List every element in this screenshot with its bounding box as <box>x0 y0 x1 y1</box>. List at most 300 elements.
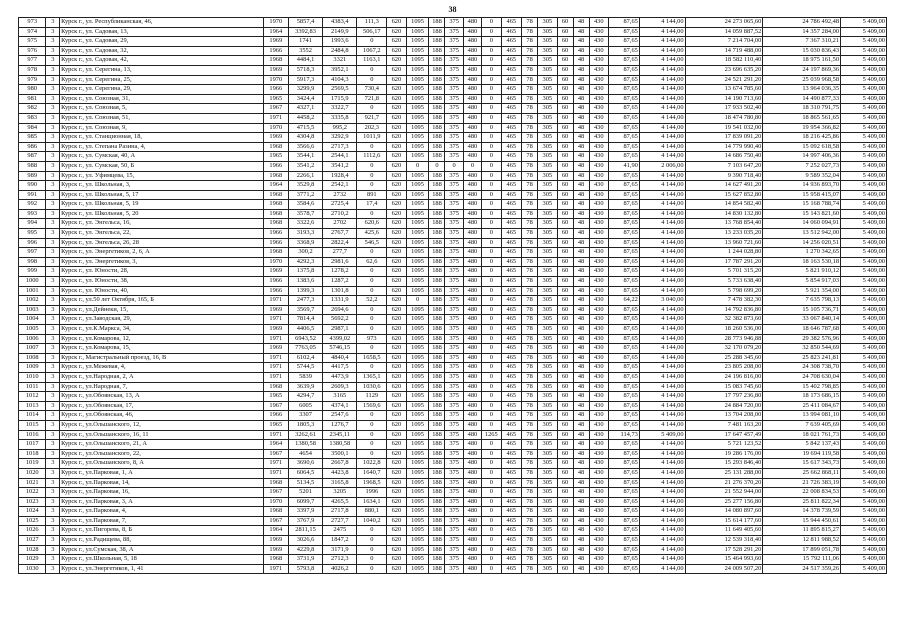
table-cell: 5 409,00 <box>841 305 887 315</box>
table-cell: 430 <box>589 56 608 66</box>
table-cell: 620 <box>387 468 406 478</box>
table-cell: 375 <box>445 305 463 315</box>
table-cell: 430 <box>589 392 608 402</box>
table-cell: 430 <box>589 75 608 85</box>
table-cell: 5 409,00 <box>841 296 887 306</box>
table-cell: 305 <box>538 46 557 56</box>
table-cell: 620 <box>387 344 406 354</box>
table-cell: 5 409,00 <box>841 488 887 498</box>
table-cell: 5 733 638,40 <box>685 277 763 287</box>
table-cell: 430 <box>589 37 608 47</box>
table-cell: 305 <box>538 209 557 219</box>
table-row <box>19 564 887 574</box>
table-cell: 375 <box>445 296 463 306</box>
table-cell: 375 <box>445 267 463 277</box>
address-cell: Курск г., ул. Союзная, 5, <box>60 104 264 114</box>
table-cell: 1971 <box>263 468 288 478</box>
table-cell: 1969 <box>263 37 288 47</box>
table-cell: 5857,4 <box>288 18 322 28</box>
table-cell: 0 <box>482 56 501 66</box>
table-cell: 6943,52 <box>288 334 322 344</box>
table-cell: 78 <box>522 200 538 210</box>
table-cell: 1040,2 <box>357 516 387 526</box>
table-cell: 3 <box>46 536 60 546</box>
table-cell: 375 <box>445 372 463 382</box>
table-cell: 480 <box>463 248 481 258</box>
table-cell: 1095 <box>406 267 429 277</box>
table-cell: 3 <box>46 190 60 200</box>
table-cell: 375 <box>445 488 463 498</box>
table-cell: 0 <box>482 497 501 507</box>
table-cell: 188 <box>429 555 445 565</box>
table-cell: 465 <box>501 219 522 229</box>
table-cell: 5 409,00 <box>841 497 887 507</box>
table-cell: 48 <box>573 449 589 459</box>
table-cell: 620 <box>387 507 406 517</box>
table-cell: 24 273 065,60 <box>685 18 763 28</box>
table-cell: 7 367 310,21 <box>763 37 841 47</box>
table-cell: 465 <box>501 296 522 306</box>
table-cell: 12 539 318,40 <box>685 536 763 546</box>
table-cell: 5 409,00 <box>841 478 887 488</box>
table-cell: 3 <box>46 459 60 469</box>
table-cell: 0 <box>357 171 387 181</box>
table-cell: 5 409,00 <box>841 171 887 181</box>
table-cell: 5746,15 <box>323 344 357 354</box>
table-cell: 0 <box>482 171 501 181</box>
table-cell: 188 <box>429 488 445 498</box>
table-cell: 3 <box>46 123 60 133</box>
table-cell: 78 <box>522 286 538 296</box>
table-cell: 0 <box>357 536 387 546</box>
table-cell: 480 <box>463 516 481 526</box>
table-cell: 1022,8 <box>357 459 387 469</box>
table-cell: 60 <box>557 123 573 133</box>
table-cell: 0 <box>482 468 501 478</box>
table-cell: 620 <box>387 382 406 392</box>
table-cell: 60 <box>557 238 573 248</box>
table-cell: 480 <box>463 296 481 306</box>
table-cell: 48 <box>573 536 589 546</box>
table-cell: 620 <box>387 142 406 152</box>
address-cell: Курск г., ул. Садовая, 32, <box>60 46 264 56</box>
table-cell: 620 <box>387 171 406 181</box>
table-cell: 24 517 359,26 <box>763 564 841 574</box>
table-cell: 60 <box>557 564 573 574</box>
table-cell: 13 674 785,60 <box>685 85 763 95</box>
address-cell: Курск г., ул. Энергетиков, 2, 6, А <box>60 248 264 258</box>
table-cell: 21 552 944,00 <box>685 488 763 498</box>
table-cell: 25 277 156,80 <box>685 497 763 507</box>
table-cell: 3 <box>46 94 60 104</box>
table-cell: 3544,1 <box>288 152 322 162</box>
table-cell: 48 <box>573 133 589 143</box>
table-cell: 1095 <box>406 209 429 219</box>
table-cell: 3 <box>46 507 60 517</box>
table-cell: 1971 <box>263 363 288 373</box>
table-cell: 188 <box>429 267 445 277</box>
table-cell: 305 <box>538 440 557 450</box>
table-cell: 430 <box>589 209 608 219</box>
address-cell: Курск г., ул.Ольшанского, 12, <box>60 420 264 430</box>
address-cell: Курск г., ул.50 лет Октября, 165, Б <box>60 296 264 306</box>
table-cell: 60 <box>557 382 573 392</box>
table-cell: 3569,7 <box>288 305 322 315</box>
address-cell: Курск г., ул.Ольшанского, 8, А <box>60 459 264 469</box>
table-cell: 188 <box>429 478 445 488</box>
table-cell: 5 409,00 <box>841 229 887 239</box>
table-cell: 0 <box>482 411 501 421</box>
table-cell: 305 <box>538 133 557 143</box>
table-cell: 465 <box>501 133 522 143</box>
table-cell: 4 144,00 <box>639 449 685 459</box>
table-cell: 430 <box>589 401 608 411</box>
table-cell: 480 <box>463 75 481 85</box>
table-cell: 1095 <box>406 401 429 411</box>
table-cell: 5692,2 <box>323 315 357 325</box>
table-cell: 375 <box>445 277 463 287</box>
table-cell: 465 <box>501 286 522 296</box>
address-cell: Курск г., ул. Степана Разина, 4, <box>60 142 264 152</box>
table-cell: 465 <box>501 305 522 315</box>
table-cell: 2822,4 <box>323 238 357 248</box>
table-cell: 78 <box>522 104 538 114</box>
table-cell: 305 <box>538 248 557 258</box>
table-cell: 1095 <box>406 430 429 440</box>
table-cell: 87,65 <box>608 85 639 95</box>
table-cell: 620 <box>387 56 406 66</box>
table-row <box>19 209 887 219</box>
table-cell: 0 <box>482 267 501 277</box>
table-cell: 375 <box>445 181 463 191</box>
table-cell: 15 944 450,61 <box>763 516 841 526</box>
table-cell: 1095 <box>406 75 429 85</box>
table-cell: 2981,6 <box>323 257 357 267</box>
table-cell: 5 409,00 <box>841 94 887 104</box>
table-row <box>19 161 887 171</box>
table-cell: 620 <box>387 497 406 507</box>
table-cell: 48 <box>573 238 589 248</box>
table-cell: 5 409,00 <box>841 344 887 354</box>
table-cell: 0 <box>482 536 501 546</box>
table-cell: 0 <box>482 75 501 85</box>
table-row <box>19 123 887 133</box>
table-cell: 1095 <box>406 497 429 507</box>
table-cell: 1965 <box>263 392 288 402</box>
table-cell: 375 <box>445 420 463 430</box>
table-cell: 9 390 718,40 <box>685 171 763 181</box>
table-cell: 188 <box>429 468 445 478</box>
table-cell: 0 <box>482 248 501 258</box>
table-cell: 87,65 <box>608 277 639 287</box>
table-row <box>19 18 887 28</box>
table-cell: 48 <box>573 296 589 306</box>
table-cell: 0 <box>357 315 387 325</box>
table-cell: 3 <box>46 392 60 402</box>
table-cell: 3767,9 <box>288 516 322 526</box>
table-cell: 430 <box>589 344 608 354</box>
table-cell: 1095 <box>406 152 429 162</box>
table-cell: 430 <box>589 497 608 507</box>
table-cell: 78 <box>522 37 538 47</box>
table-cell: 5 409,00 <box>841 152 887 162</box>
table-cell: 465 <box>501 555 522 565</box>
table-cell: 465 <box>501 344 522 354</box>
table-cell: 305 <box>538 488 557 498</box>
table-cell: 0 <box>482 113 501 123</box>
table-cell: 305 <box>538 507 557 517</box>
table-cell: 0 <box>482 372 501 382</box>
table-cell: 1967 <box>263 401 288 411</box>
table-cell: 87,65 <box>608 46 639 56</box>
table-cell: 465 <box>501 37 522 47</box>
address-cell: Курск г., ул. Союзная, 31, <box>60 94 264 104</box>
table-cell: 480 <box>463 18 481 28</box>
table-cell: 3321 <box>323 56 357 66</box>
table-cell: 78 <box>522 171 538 181</box>
table-cell: 1967 <box>263 488 288 498</box>
table-cell: 23 696 635,20 <box>685 65 763 75</box>
table-cell: 375 <box>445 142 463 152</box>
table-cell: 480 <box>463 257 481 267</box>
table-cell: 430 <box>589 133 608 143</box>
table-cell: 480 <box>463 238 481 248</box>
table-cell: 87,65 <box>608 209 639 219</box>
table-cell: 5 409,00 <box>841 46 887 56</box>
table-cell: 1095 <box>406 257 429 267</box>
table-cell: 430 <box>589 286 608 296</box>
address-cell: Курск г., ул. Садовая, 29, <box>60 37 264 47</box>
table-cell: 3 <box>46 468 60 478</box>
table-cell: 998 <box>19 257 46 267</box>
table-cell: 430 <box>589 46 608 56</box>
table-cell: 60 <box>557 85 573 95</box>
table-cell: 620 <box>387 315 406 325</box>
table-cell: 0 <box>482 449 501 459</box>
table-cell: 2544,1 <box>323 152 357 162</box>
table-row <box>19 277 887 287</box>
table-cell: 48 <box>573 478 589 488</box>
table-cell: 430 <box>589 277 608 287</box>
table-cell: 921,7 <box>357 113 387 123</box>
table-cell: 87,65 <box>608 468 639 478</box>
table-cell: 5718,3 <box>288 65 322 75</box>
table-cell: 48 <box>573 305 589 315</box>
table-cell: 1276,7 <box>323 420 357 430</box>
table-cell: 1971 <box>263 459 288 469</box>
table-cell: 620 <box>387 353 406 363</box>
table-cell: 3165 <box>323 392 357 402</box>
table-cell: 24 884 720,00 <box>685 401 763 411</box>
table-cell: 375 <box>445 123 463 133</box>
table-cell: 1095 <box>406 526 429 536</box>
table-cell: 430 <box>589 152 608 162</box>
table-cell: 3500,1 <box>323 449 357 459</box>
table-row <box>19 392 887 402</box>
table-cell: 4 144,00 <box>639 325 685 335</box>
table-cell: 480 <box>463 104 481 114</box>
table-cell: 1095 <box>406 372 429 382</box>
table-cell: 25 823 241,81 <box>763 353 841 363</box>
table-cell: 5 409,00 <box>841 440 887 450</box>
table-cell: 48 <box>573 171 589 181</box>
table-cell: 3171,9 <box>323 545 357 555</box>
table-cell: 48 <box>573 104 589 114</box>
table-cell: 78 <box>522 305 538 315</box>
table-cell: 48 <box>573 459 589 469</box>
table-cell: 375 <box>445 133 463 143</box>
table-cell: 620 <box>387 257 406 267</box>
table-cell: 3 <box>46 161 60 171</box>
table-cell: 620 <box>387 161 406 171</box>
table-cell: 0 <box>482 334 501 344</box>
table-cell: 3 <box>46 382 60 392</box>
address-cell: Курск г., ул. Садовая, 42, <box>60 56 264 66</box>
table-cell: 4 144,00 <box>639 267 685 277</box>
address-cell: Курск г., ул.Школьная, 5, 18 <box>60 555 264 565</box>
table-cell: 0 <box>482 152 501 162</box>
table-cell: 0 <box>482 286 501 296</box>
table-cell: 3 <box>46 363 60 373</box>
table-cell: 465 <box>501 536 522 546</box>
table-row <box>19 267 887 277</box>
table-cell: 480 <box>463 209 481 219</box>
table-cell: 2717,3 <box>323 142 357 152</box>
table-cell: 4 144,00 <box>639 497 685 507</box>
table-cell: 60 <box>557 344 573 354</box>
table-cell: 480 <box>463 200 481 210</box>
table-cell: 5 409,00 <box>841 325 887 335</box>
table-cell: 4 144,00 <box>639 545 685 555</box>
table-cell: 0 <box>482 516 501 526</box>
table-row <box>19 152 887 162</box>
table-cell: 4715,5 <box>288 123 322 133</box>
table-cell: 465 <box>501 104 522 114</box>
table-cell: 48 <box>573 555 589 565</box>
table-cell: 620 <box>387 334 406 344</box>
table-cell: 19 286 176,00 <box>685 449 763 459</box>
table-cell: 2732 <box>323 190 357 200</box>
table-cell: 985 <box>19 133 46 143</box>
table-cell: 87,65 <box>608 181 639 191</box>
table-cell: 0 <box>357 411 387 421</box>
table-cell: 1095 <box>406 478 429 488</box>
table-cell: 3 <box>46 372 60 382</box>
table-cell: 60 <box>557 459 573 469</box>
table-cell: 1969 <box>263 65 288 75</box>
table-cell: 480 <box>463 142 481 152</box>
table-cell: 60 <box>557 94 573 104</box>
table-cell: 1928,4 <box>323 171 357 181</box>
table-cell: 48 <box>573 497 589 507</box>
table-cell: 3397,9 <box>288 507 322 517</box>
table-cell: 1970 <box>263 18 288 28</box>
table-cell: 19 694 119,58 <box>763 449 841 459</box>
table-cell: 1020 <box>19 468 46 478</box>
table-cell: 4304,8 <box>288 133 322 143</box>
table-cell: 3 <box>46 219 60 229</box>
table-cell: 1095 <box>406 363 429 373</box>
table-cell: 19 541 032,00 <box>685 123 763 133</box>
table-cell: 305 <box>538 478 557 488</box>
table-cell: 1658,5 <box>357 353 387 363</box>
table-cell: 78 <box>522 296 538 306</box>
table-cell: 3690,6 <box>288 459 322 469</box>
table-cell: 1017 <box>19 440 46 450</box>
table-cell: 430 <box>589 257 608 267</box>
table-cell: 5 798 699,20 <box>685 286 763 296</box>
table-cell: 1968 <box>263 56 288 66</box>
table-cell: 430 <box>589 229 608 239</box>
table-cell: 5917,3 <box>288 75 322 85</box>
table-cell: 78 <box>522 267 538 277</box>
table-cell: 4 144,00 <box>639 440 685 450</box>
table-cell: 17 899 051,78 <box>763 545 841 555</box>
address-cell: Курск г., ул. Юности, 38, <box>60 277 264 287</box>
table-cell: 4374,1 <box>323 401 357 411</box>
table-cell: 0 <box>357 142 387 152</box>
table-cell: 7 103 647,20 <box>685 161 763 171</box>
table-cell: 305 <box>538 27 557 37</box>
table-cell: 991 <box>19 190 46 200</box>
table-cell: 5134,5 <box>288 478 322 488</box>
table-cell: 1024 <box>19 507 46 517</box>
table-cell: 480 <box>463 94 481 104</box>
table-cell: 4 144,00 <box>639 315 685 325</box>
table-cell: 4 144,00 <box>639 382 685 392</box>
table-row <box>19 440 887 450</box>
table-cell: 87,65 <box>608 257 639 267</box>
table-cell: 87,65 <box>608 248 639 258</box>
table-cell: 15 168 788,74 <box>763 200 841 210</box>
table-cell: 430 <box>589 65 608 75</box>
table-row <box>19 478 887 488</box>
table-cell: 480 <box>463 277 481 287</box>
table-cell: 4484,1 <box>288 56 322 66</box>
table-cell: 87,65 <box>608 325 639 335</box>
table-cell: 78 <box>522 85 538 95</box>
table-cell: 48 <box>573 46 589 56</box>
table-cell: 465 <box>501 56 522 66</box>
table-cell: 87,65 <box>608 344 639 354</box>
table-cell: 48 <box>573 507 589 517</box>
table-cell: 5 409,00 <box>841 459 887 469</box>
table-cell: 3 <box>46 133 60 143</box>
table-cell: 5 409,00 <box>841 401 887 411</box>
table-cell: 78 <box>522 209 538 219</box>
table-cell: 465 <box>501 478 522 488</box>
table-cell: 375 <box>445 152 463 162</box>
table-cell: 78 <box>522 123 538 133</box>
table-cell: 480 <box>463 363 481 373</box>
table-cell: 24 009 507,20 <box>685 564 763 574</box>
table-cell: 5 409,00 <box>841 555 887 565</box>
table-cell: 4 144,00 <box>639 555 685 565</box>
table-cell: 375 <box>445 344 463 354</box>
table-row <box>19 142 887 152</box>
table-cell: 5 409,00 <box>841 516 887 526</box>
table-cell: 620 <box>387 545 406 555</box>
table-cell: 21 726 383,19 <box>763 478 841 488</box>
table-cell: 975 <box>19 37 46 47</box>
table-cell: 1013 <box>19 401 46 411</box>
table-cell: 1968 <box>263 507 288 517</box>
table-cell: 48 <box>573 27 589 37</box>
table-cell: 620 <box>387 392 406 402</box>
table-cell: 188 <box>429 516 445 526</box>
table-cell: 620 <box>387 104 406 114</box>
table-cell: 1006 <box>19 334 46 344</box>
